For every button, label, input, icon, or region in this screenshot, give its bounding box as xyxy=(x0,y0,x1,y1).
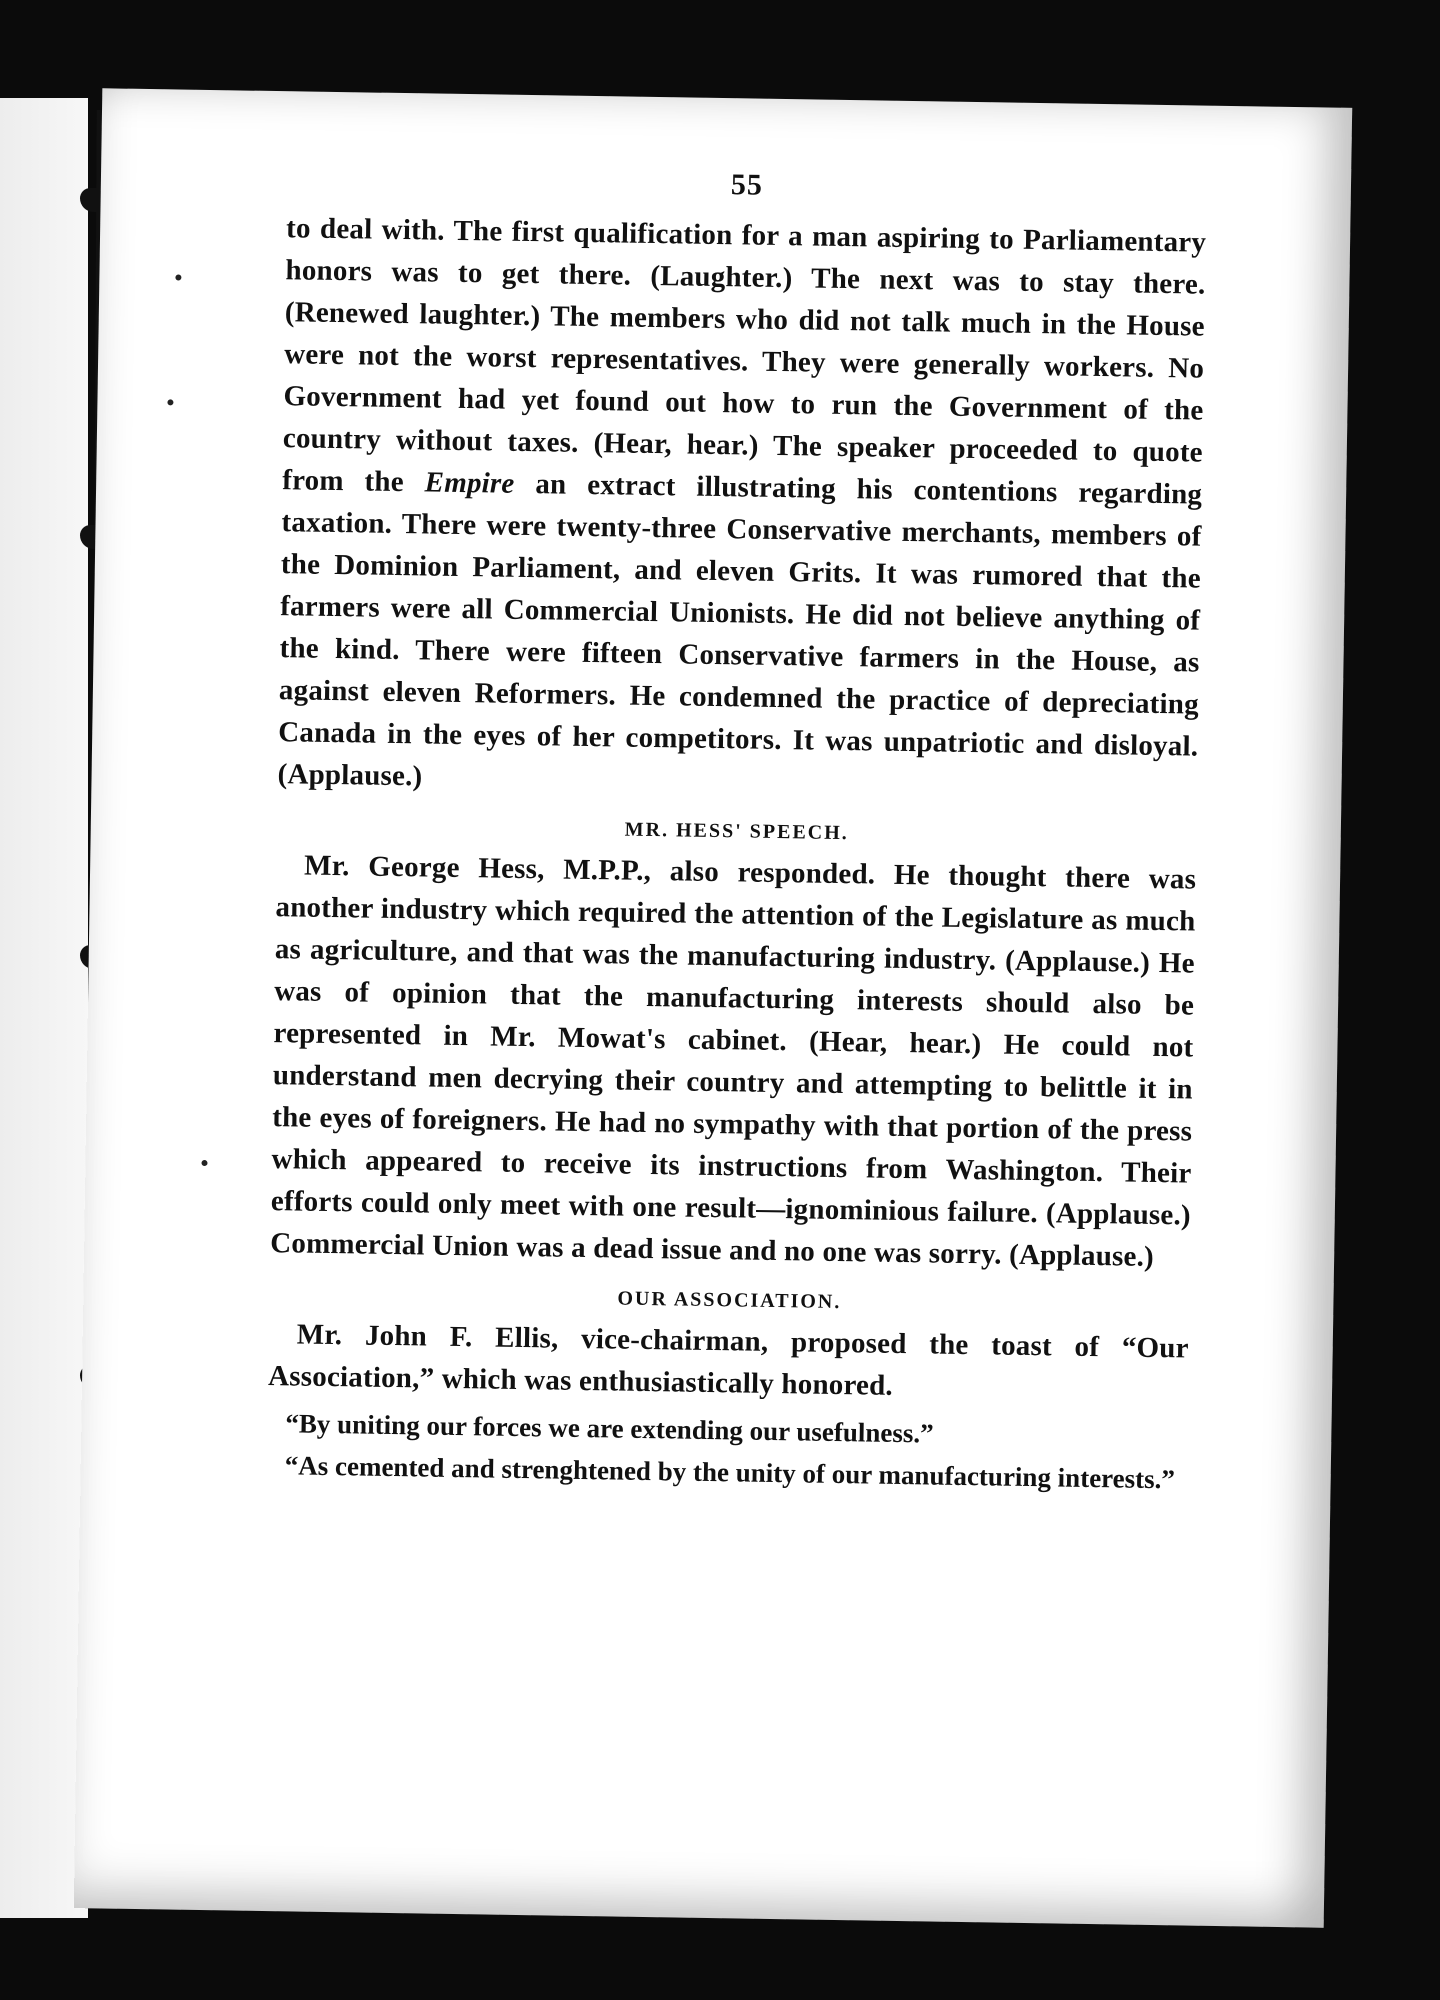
page-text xyxy=(267,161,1208,1495)
paragraph-text: to deal with. The first qualification for a man aspiring to Parliamentary honors was to get there. (Laughter.) The next was to stay there. (Renewed laughter.) The members who did not talk much in the House were not the worst representatives. They were generally workers. No Government had yet found out how to run the Government of the country without taxes. (Hear, hear.) The speaker proceeded to quote from the xyxy=(281,212,1207,499)
paragraph-text: an extract illustrating his contentions regarding taxation. There were twenty-three Conservative merchants, members of the Dominion Parliament, and eleven Grits. It was rumored that the farmers were all Commercial Unionists. He did not believe anything of the kind. There were fifteen Conservative farmers in the House, as against eleven Reformers. He condemned the practice of depreciating Canada in the eyes of her competitors. It was unpatriotic and disloyal. (Applause.) xyxy=(277,467,1203,793)
ink-speck xyxy=(201,1160,207,1166)
book-page xyxy=(74,88,1352,1927)
section-heading-association: OUR ASSOCIATION. xyxy=(617,1287,842,1314)
ink-speck xyxy=(167,399,173,405)
ink-speck xyxy=(175,274,181,280)
paragraph-association: Mr. John F. Ellis, vice-chairman, proposed the toast of “Our Association,” which was enthusiastically honored. xyxy=(267,1318,1189,1402)
quote-cemented: “As cemented and strenghtened by the unity of our manufacturing interests.” xyxy=(284,1450,1176,1495)
quote-uniting-forces: “By uniting our forces we are extending our usefulness.” xyxy=(285,1408,934,1449)
paragraph-parliament xyxy=(277,207,1206,809)
paragraph-italic-text: Empire xyxy=(424,466,515,500)
section-heading-hess: MR. HESS' SPEECH. xyxy=(624,818,849,845)
paragraph-hess: Mr. George Hess, M.P.P., also responded. He thought there was another industry which required the attention of the Legislature as much as agriculture, and that was the manufacturing industry. (Applause.) He was of opinion that the manufacturing interests should also be represented in Mr. Mowat's cabinet. (Hear, hear.) He could not understand men decrying their country and attempting to belittle it in the eyes of foreigners. He had no sympathy with that portion of the press which appeared to receive its instructions from Washington. Their efforts could only meet with one result—ignominious failure. (Applause.) Commercial Union was a dead issue and no one was sorry. (Applause.) xyxy=(270,849,1197,1273)
page-number: 55 xyxy=(730,168,764,202)
page-margin-left xyxy=(0,98,88,1918)
